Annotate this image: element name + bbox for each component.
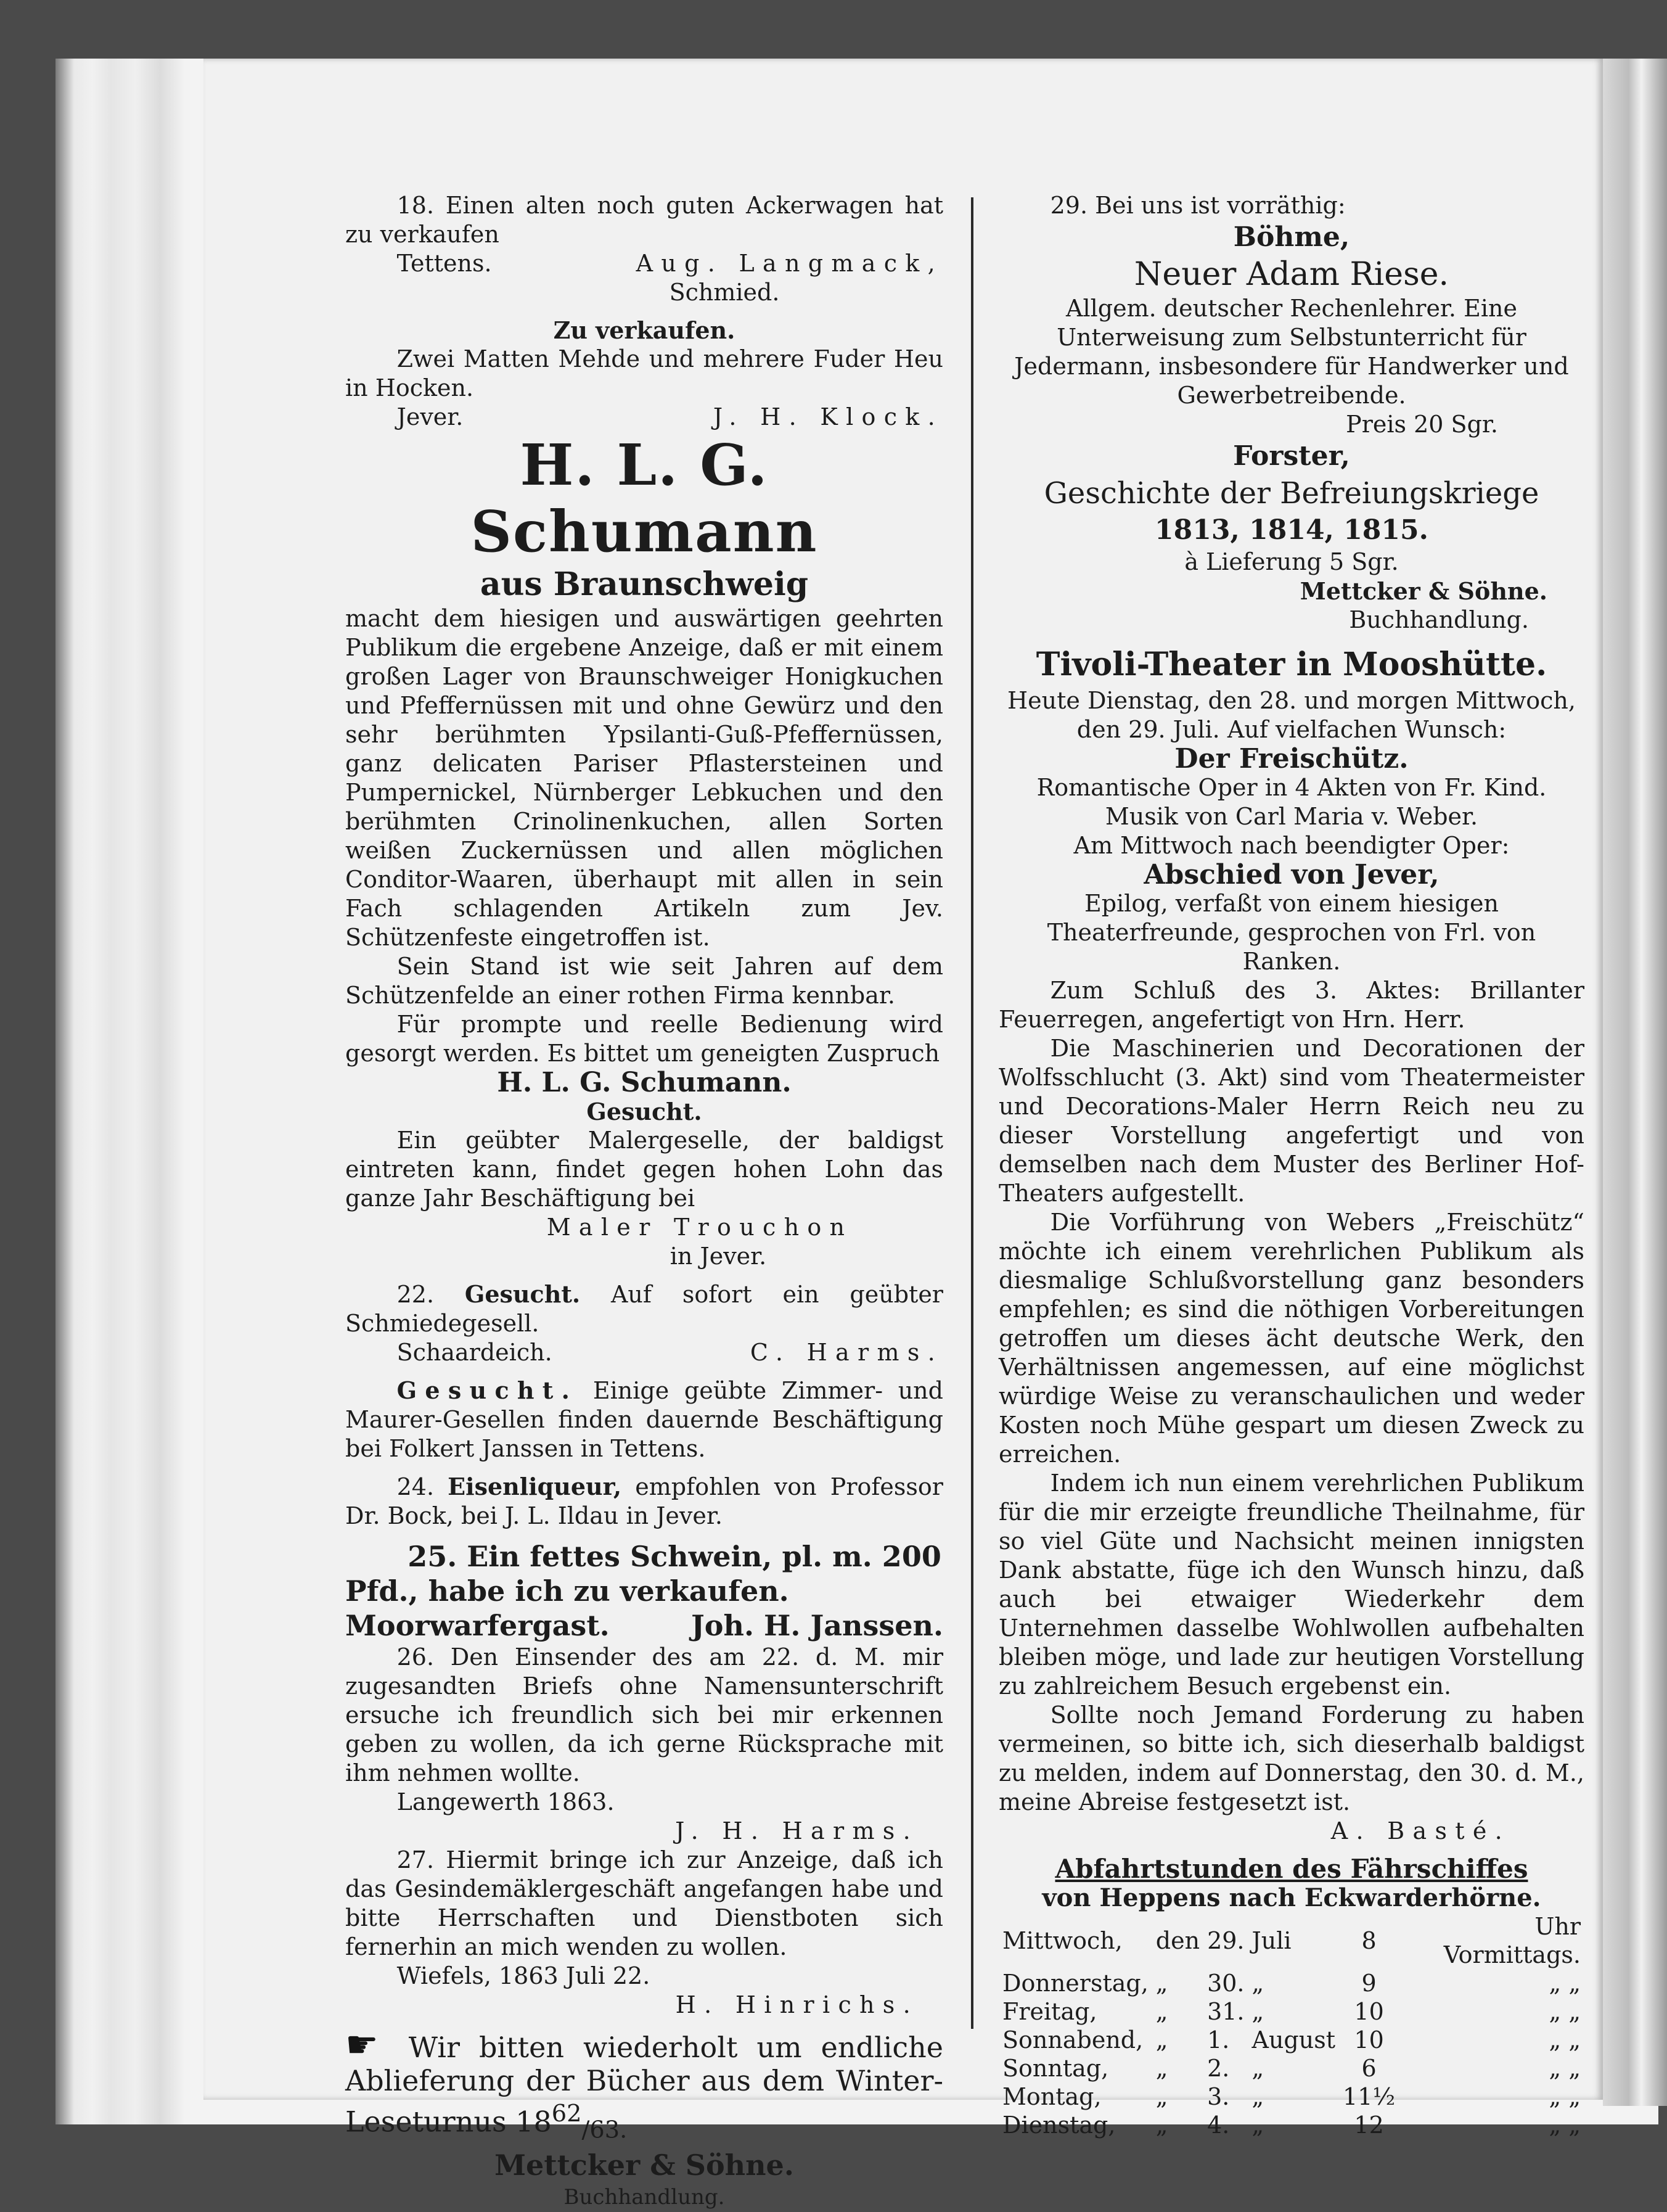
ferry-cell: 2. <box>1207 2055 1230 2082</box>
ferry-cell: 10 <box>1354 1998 1384 2025</box>
ad-22-place: Schaardeich. <box>396 1339 552 1366</box>
library-year-num: 62 <box>551 2100 582 2128</box>
ferry-cell: 8 <box>1361 1927 1377 1954</box>
ad-25 <box>345 1539 943 1643</box>
schumann-text-3: Für prompte und reelle Bedienung wird gesorgt werden. Es bittet um geneigten Zuspruch <box>345 1011 943 1067</box>
column-divider <box>971 197 973 2029</box>
ferry-cell: Juli <box>1251 1927 1292 1954</box>
ferry-cell: „ <box>1155 2026 1168 2054</box>
ad-24 <box>345 1472 943 1531</box>
ad-18-name: Aug. Langmack, <box>636 250 943 277</box>
library-year-den: /63. <box>581 2116 628 2144</box>
ad-27-text: 27. Hiermit bringe ich zur Anzeige, daß ich das Gesindemäklergeschäft angefangen habe und bitte Herrschaften und Dienstboten sich fernerhin an mich wenden zu wollen. <box>345 1846 943 1960</box>
ad-22 <box>345 1280 943 1367</box>
ferry-cell: Uhr Vormittags. <box>1443 1913 1581 1968</box>
book-2-author: Forster, <box>1233 440 1350 472</box>
ferry-cell: 29. <box>1207 1927 1245 1954</box>
ferry-table <box>999 1912 1584 2139</box>
book-1-price: Preis 20 Sgr. <box>1346 411 1498 438</box>
ferry-cell: Sonntag, <box>1002 2055 1109 2082</box>
ad-26-name: J. H. Harms. <box>675 1817 919 1844</box>
ferry-row <box>999 2082 1584 2111</box>
gesucht-maler-text: Ein geübter Malergeselle, der baldigst eintreten kann, findet gegen hohen Lohn das ganze Jahr Beschäftigung bei <box>345 1127 943 1212</box>
ferry-cell: „ <box>1155 1998 1168 2025</box>
ad-24-num: 24. <box>396 1473 435 1500</box>
ad-22-num: 22. <box>396 1281 435 1308</box>
ferry-cell: 12 <box>1354 2111 1384 2139</box>
left-column <box>345 191 943 2212</box>
tivoli-date: Heute Dienstag, den 28. und morgen Mittwoch, den 29. Juli. Auf vielfachen Wunsch: <box>1007 687 1576 743</box>
ferry-cell: 3. <box>1207 2083 1230 2110</box>
tivoli-text-4: Sollte noch Jemand Forderung zu haben vermeinen, so bitte ich, sich dieserhalb baldigst zu melden, indem auf Donnerstag, den 30. d. M., meine Abreise festgesetzt ist. <box>999 1701 1584 1815</box>
ferry-row <box>999 1997 1584 2026</box>
book-1-author: Böhme, <box>1233 221 1350 253</box>
ferry-cell: „ <box>1251 1998 1264 2025</box>
ferry-cell: Donnerstag, <box>1002 1970 1149 1997</box>
ad-23-title: Gesucht. <box>396 1376 578 1404</box>
ferry-cell: „ <box>1155 1970 1168 1997</box>
ad-18-place: Tettens. <box>396 250 492 277</box>
ad-29-firm: Mettcker & Söhne. <box>1300 577 1547 605</box>
ferry-cell: 11½ <box>1343 2083 1396 2110</box>
gesucht-maler-title: Gesucht. <box>586 1098 702 1125</box>
ferry-timetable <box>999 1854 1584 2139</box>
ferry-cell: „ <box>1251 1970 1264 1997</box>
ad-24-title: Eisenliqueur, <box>448 1473 622 1500</box>
ferry-cell: 6 <box>1361 2055 1377 2082</box>
ferry-row <box>999 2026 1584 2054</box>
ferry-cell: 1. <box>1207 2026 1230 2054</box>
ad-library-return <box>345 2023 943 2212</box>
book-1-desc: Allgem. deutscher Rechenlehrer. Eine Unterweisung zum Selbstunterricht für Jedermann, insbesondere für Handwerker und Gewerbetreibende. <box>1014 295 1569 409</box>
ferry-cell: 30. <box>1207 1970 1245 1997</box>
ad-26-place: Langewerth 1863. <box>396 1788 615 1815</box>
ad-23-text: Einige geübte Zimmer- und Maurer-Gesellen finden dauernde Beschäftigung bei Folkert Janssen in Tettens. <box>345 1377 943 1462</box>
ferry-cell: „ <box>1251 2055 1264 2082</box>
ad-25-place: Moorwarfergast. <box>345 1609 610 1642</box>
library-shop: Buchhandlung. <box>563 2184 725 2210</box>
gesucht-maler-sign: Maler Trouchon <box>546 1214 853 1241</box>
tivoli-text-2: Die Vorführung von Webers „Freischütz“ möchte ich einem verehrlichen Publikum als diesmalige Schlußvorstellung ganz besonders empfehlen; es sind die nöthigen Vorbereitungen getroffen um dieses ächt deutsche Werk, den Verhältnissen angemessen, auf eine möglichst würdige Weise zu veranschaulichen und weder Kosten noch Mühe gespart um diesen Zweck zu erreichen. <box>999 1209 1584 1468</box>
ferry-row <box>999 2054 1584 2082</box>
ad-heu-name: J. H. Klock. <box>713 403 943 430</box>
gesucht-maler-place: in Jever. <box>670 1243 767 1270</box>
book-1-title: Neuer Adam Riese. <box>1134 256 1449 293</box>
ad-27 <box>345 1846 943 2020</box>
ferry-cell: Freitag, <box>1002 1998 1097 2025</box>
ad-schumann <box>345 432 943 1097</box>
ferry-cell: Dienstag, <box>1002 2111 1116 2139</box>
ad-22-name: C. Harms. <box>750 1339 943 1366</box>
library-firm: Mettcker & Söhne. <box>494 2148 794 2182</box>
ferry-cell: Sonnabend, <box>1002 2026 1144 2054</box>
ad-27-name: H. Hinrichs. <box>675 1991 919 2018</box>
ferry-cell: „ „ <box>1549 2083 1581 2110</box>
ferry-row <box>999 1912 1584 1969</box>
ad-heu-place: Jever. <box>396 403 464 430</box>
ad-24-text: empfohlen von Professor Dr. Bock, bei J. L. Ildau in Jever. <box>345 1473 943 1529</box>
ferry-row <box>999 1969 1584 1997</box>
ad-heu-text: Zwei Matten Mehde und mehrere Fuder Heu in Hocken. <box>345 345 943 401</box>
ferry-cell: Montag, <box>1002 2083 1102 2110</box>
schumann-text-2: Sein Stand ist wie seit Jahren auf dem Schützenfelde an einer rothen Firma kennbar. <box>345 953 943 1009</box>
ad-25-text: 25. Ein fettes Schwein, pl. m. 200 Pfd., habe ich zu verkaufen. <box>345 1540 941 1608</box>
ad-25-name: Joh. H. Janssen. <box>691 1609 943 1642</box>
ferry-cell: „ „ <box>1549 1970 1581 1997</box>
ad-27-place: Wiefels, 1863 Juli 22. <box>396 1962 650 1989</box>
schumann-text-1: macht dem hiesigen und auswärtigen geehrten Publikum die ergebene Anzeige, daß er mit einem großen Lager von Braunschweiger Honigkuchen und Pfeffernüssen mit und ohne Gewürz und den sehr berühmten Ypsilanti-Guß-Pfeffernüssen, ganz delicaten Pariser Pflastersteinen und Pumpernickel, Nürnberger Lebkuchen und den berühmten Crinolinenkuchen, allen Sorten weißen Zuckernüssen und allen möglichen Conditor-Waaren, überhaupt mit allen in sein Fach schlagenden Artikeln zum Jev. Schützenfeste eingetroffen ist. <box>345 605 943 951</box>
ferry-cell: „ „ <box>1549 2026 1581 2054</box>
ad-heu-title: Zu verkaufen. <box>553 316 735 344</box>
tivoli-opera: Der Freischütz. <box>1174 743 1409 775</box>
ferry-cell: 31. <box>1207 1998 1245 2025</box>
ferry-cell: den <box>1155 1927 1200 1954</box>
book-2-years: 1813, 1814, 1815. <box>1155 514 1428 546</box>
ferry-cell: „ „ <box>1549 2111 1581 2139</box>
ferry-cell: „ „ <box>1549 2055 1581 2082</box>
ferry-cell: „ <box>1155 2083 1168 2110</box>
tivoli-fireworks: Zum Schluß des 3. Aktes: Brillanter Feuerregen, angefertigt von Hrn. Herr. <box>999 977 1584 1033</box>
ad-heu <box>345 316 943 432</box>
ferry-title: Abfahrtstunden des Fährschiffes <box>1055 1854 1528 1884</box>
tivoli-signature: A. Basté. <box>1330 1817 1510 1844</box>
ad-tivoli-theater <box>999 643 1584 1846</box>
tivoli-farewell: Abschied von Jever, <box>1144 859 1440 890</box>
ferry-cell: „ „ <box>1549 1998 1581 2025</box>
book-2-title: Geschichte der Befreiungskriege <box>1044 476 1539 511</box>
ferry-cell: 10 <box>1354 2026 1384 2054</box>
ferry-cell: 4. <box>1207 2111 1230 2139</box>
ferry-cell: „ <box>1155 2111 1168 2139</box>
schumann-signature: H. L. G. Schumann. <box>497 1067 792 1098</box>
tivoli-music: Musik von Carl Maria v. Weber. <box>1105 803 1478 830</box>
library-text: Wir bitten wiederholt um endliche Ablieferung der Bücher aus dem Winter-Leseturnus 18 <box>345 2031 943 2139</box>
book-2-price: à Lieferung 5 Sgr. <box>1184 548 1399 575</box>
pointing-hand-icon: ☛ <box>345 2023 379 2066</box>
ferry-row <box>999 2111 1584 2139</box>
ad-26 <box>345 1643 943 1846</box>
schumann-name: H. L. G. Schumann <box>470 432 818 565</box>
ad-26-text: 26. Den Einsender des am 22. d. M. mir zugesandten Briefs ohne Namensunterschrift ersuche ich freundlich sich bei mir erkennen geben zu wollen, da ich gerne Rücksprache mit ihm nehmen wollte. <box>345 1643 943 1786</box>
ad-18-ackerwagen <box>345 191 943 307</box>
ad-22-text: Auf sofort ein geübter Schmiedegesell. <box>345 1281 943 1337</box>
tivoli-text-1: Die Maschinerien und Decorationen der Wolfsschlucht (3. Akt) sind vom Theatermeister und Decorations-Maler Herrn Reich neu zu dieser Vorstellung angefertigt und von demselben nach dem Muster des Berliner Hof-Theaters aufgestellt. <box>999 1035 1584 1207</box>
ad-29-intro: 29. Bei uns ist vorräthig: <box>1050 192 1346 219</box>
tivoli-epilog: Epilog, verfaßt von einem hiesigen Theaterfreunde, gesprochen von Frl. von Ranken. <box>1047 890 1536 975</box>
ad-22-title: Gesucht. <box>464 1280 581 1308</box>
tivoli-wednesday: Am Mittwoch nach beendigter Oper: <box>1073 832 1510 859</box>
schumann-from: aus Braunschweig <box>480 565 809 603</box>
ferry-cell: „ <box>1251 2111 1264 2139</box>
ad-gesucht-maler <box>345 1097 943 1271</box>
tivoli-opera-desc: Romantische Oper in 4 Akten von Fr. Kind. <box>1036 774 1547 801</box>
ad-29-books <box>999 191 1584 635</box>
ad-18-role: Schmied. <box>669 279 780 306</box>
ferry-cell: „ <box>1251 2083 1264 2110</box>
tivoli-title: Tivoli-Theater in Mooshütte. <box>1036 646 1547 683</box>
ferry-cell: Mittwoch, <box>1002 1927 1123 1954</box>
facing-page-edge <box>1603 59 1667 2106</box>
ad-29-shop: Buchhandlung. <box>1349 606 1529 633</box>
ferry-cell: August <box>1251 2026 1336 2054</box>
right-column <box>999 191 1584 2139</box>
ad-18-text: 18. Einen alten noch guten Ackerwagen hat zu verkaufen <box>345 192 943 248</box>
ferry-cell: 9 <box>1361 1970 1377 1997</box>
ferry-cell: „ <box>1155 2055 1168 2082</box>
tivoli-text-3: Indem ich nun einem verehrlichen Publikum für die mir erzeigte freundliche Theilnahme, für so viel Güte und Nachsicht meinen innigsten Dank abstatte, füge ich den Wunsch hinzu, daß auch bei etwaiger Wiederkehr dem Unternehmen dasselbe Wohlwollen aufbehalten bleiben möge, und lade zur heutigen Vorstellung zu zahlreichem Besuch ergebenst ein. <box>999 1470 1584 1700</box>
ferry-subtitle: von Heppens nach Eckwarderhörne. <box>1042 1883 1541 1912</box>
ad-23 <box>345 1376 943 1463</box>
